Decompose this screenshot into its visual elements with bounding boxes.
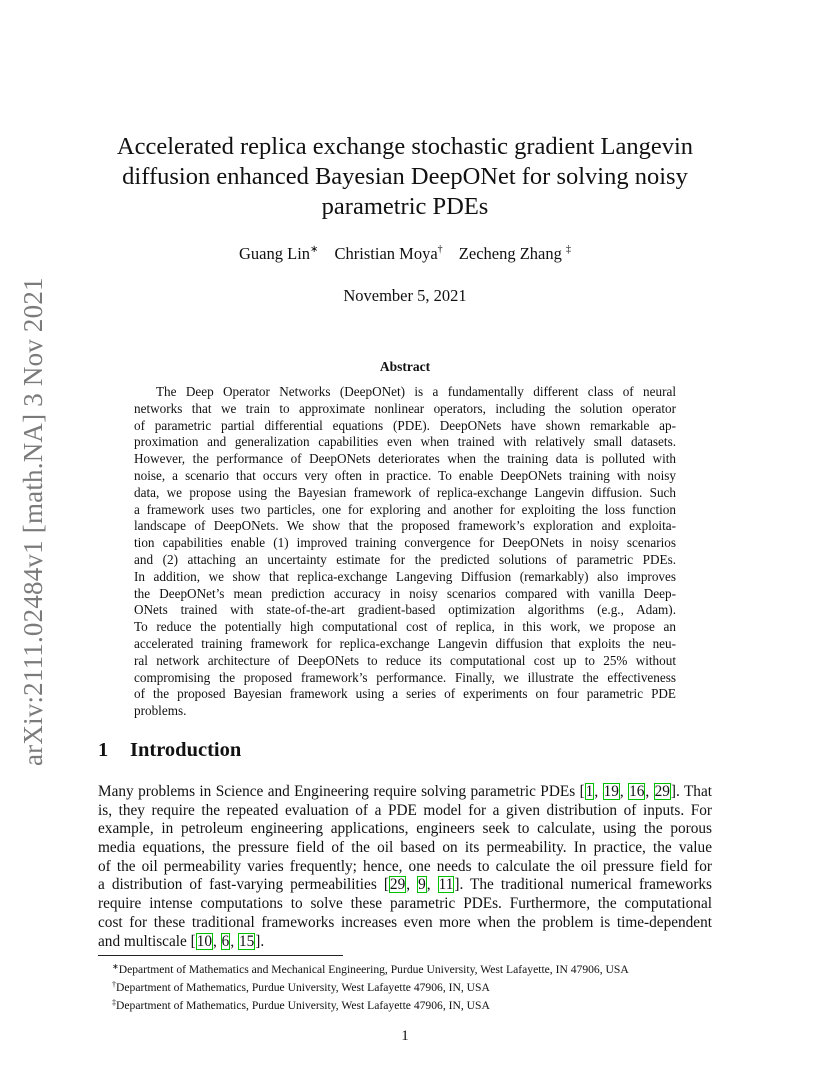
footnote-text: Department of Mathematics, Purdue University, West Lafayette 47906, IN, USA	[116, 999, 490, 1013]
text-run: example, in petroleum engineering applications, engineers seek to calculate, using the porous	[98, 820, 712, 838]
paragraph-line	[98, 895, 712, 914]
footnote-text: Department of Mathematics, Purdue University, West Lafayette 47906, IN, USA	[116, 981, 490, 995]
citation-link[interactable]: 16	[629, 783, 645, 800]
footnote-rule	[98, 955, 343, 956]
abstract-heading: Abstract	[379, 359, 431, 374]
abstract-line: ral network architecture of DeepONets to reduce its computational cost up to 25% without	[134, 652, 676, 668]
abstract-line: ONets trained with state-of-the-art gradient-based optimization algorithms (e.g., Adam).	[134, 602, 676, 618]
paragraph-line	[98, 876, 712, 895]
abstract-line: The Deep Operator Networks (DeepONet) is a fundamentally different class of neural	[156, 384, 676, 399]
citation-link[interactable]: 10	[196, 932, 212, 950]
text-run: ]. That	[670, 783, 712, 800]
abstract-line: noise, a scenario that occurs very often in practice. To enable DeepONets training with noisy	[134, 467, 676, 483]
paragraph-line	[98, 858, 712, 877]
footnote	[112, 959, 732, 977]
abstract-line: landscape of DeepONets. We show that the proposed framework’s exploration and exploita-	[134, 518, 676, 534]
text-run: a distribution of fast-varying permeabilities [	[98, 876, 389, 894]
author-name: Christian Moya	[334, 244, 438, 263]
abstract-line: accelerated training framework for replica-exchange Langevin diffusion that exploits the neu-	[134, 635, 676, 651]
text-run: ,	[230, 932, 238, 950]
text-run: of the oil permeability varies frequently; hence, one needs to calculate the oil pressure field for	[98, 857, 712, 875]
footnote-text: Department of Mathematics and Mechanical Engineering, Purdue University, West Lafayette, IN 47906, USA	[118, 963, 629, 976]
abstract-line: and (2) attaching an uncertainty estimate for the predicted solutions of parametric PDEs.	[134, 551, 676, 567]
abstract-body	[134, 384, 676, 720]
citation-link[interactable]: 15	[238, 932, 255, 950]
title-line: Accelerated replica exchange stochastic gradient Langevin	[116, 133, 694, 160]
text-run: ,	[213, 932, 221, 950]
text-run: Many problems in Science and Engineering require solving parametric PDEs [	[98, 783, 585, 800]
footnote-mark: †	[112, 980, 116, 990]
text-run: require intense computations to solve these parametric PDEs. Furthermore, the computational	[98, 895, 712, 913]
abstract-line: However, the performance of DeepONets deteriorates when the training data is polluted with	[134, 451, 676, 467]
author-mark: ∗	[310, 244, 319, 255]
text-run: ,	[406, 876, 418, 894]
text-run: ,	[426, 876, 438, 894]
abstract-line: problems.	[134, 703, 187, 719]
arxiv-stamp: arXiv:2111.02484v1 [math.NA] 3 Nov 2021	[18, 277, 48, 766]
footnote	[112, 995, 732, 1013]
title-line: parametric PDEs	[321, 193, 489, 220]
text-run: cost for these traditional frameworks increases even more when the problem is time-dependent	[98, 913, 712, 931]
author-name: Zecheng Zhang	[458, 244, 562, 263]
abstract-line: of the proposed Bayesian framework using a series of experiments on four parametric PDE	[134, 686, 676, 702]
title-line: diffusion enhanced Bayesian DeepONet for solving noisy	[122, 163, 688, 190]
abstract-line: a framework uses two particles, one for exploring and another for exploiting the loss function	[134, 501, 676, 517]
author	[459, 244, 571, 263]
paper-title	[110, 132, 700, 222]
paragraph-line	[98, 820, 712, 839]
abstract-line: proximation and generalization capabilities even when trained with relatively small datasets.	[134, 434, 676, 450]
text-run: media equations, the pressure field of the oil based on its permeability. In practice, the value	[98, 839, 712, 857]
section-heading	[98, 739, 718, 762]
footnotes	[112, 959, 732, 1014]
footnote-mark: ∗	[112, 962, 119, 971]
paragraph-line	[98, 933, 712, 952]
citation-link[interactable]: 1	[585, 783, 594, 800]
abstract-line: tion capabilities enable (1) improved training convergence for DeepONets in noisy scenarios	[134, 535, 676, 551]
citation-link[interactable]: 19	[603, 783, 619, 800]
footnote-mark: ‡	[112, 998, 116, 1008]
paper-date: November 5, 2021	[343, 286, 467, 305]
abstract-line: data, we propose using the Bayesian framework of replica-exchange Langevin diffusion. Such	[134, 484, 676, 500]
citation-link[interactable]: 9	[418, 876, 426, 894]
author-mark: †	[437, 244, 443, 255]
citation-link[interactable]: 29	[389, 876, 406, 894]
citation-link[interactable]: 11	[438, 876, 454, 894]
abstract-line: of parametric partial differential equations (PDE). DeepONets have shown remarkable ap-	[134, 417, 676, 433]
author-name: Guang Lin	[239, 244, 311, 263]
citation-link[interactable]: 29	[654, 783, 670, 800]
text-run: ,	[619, 783, 629, 800]
abstract-line: networks that we train to approximate nonlinear operators, including the solution operator	[134, 400, 676, 416]
section-number: 1	[98, 739, 109, 761]
author-list	[110, 244, 700, 264]
text-run: and multiscale [	[98, 932, 196, 950]
abstract-line: the DeepONet’s mean prediction accuracy in noisy scenarios compared with vanilla Deep-	[134, 585, 676, 601]
paragraph-line	[98, 783, 712, 802]
paragraph-line	[98, 839, 712, 858]
introduction-body	[98, 783, 712, 951]
text-run: ,	[594, 783, 603, 800]
text-run: ,	[645, 783, 654, 800]
text-run: is, they require the repeated evaluation of a PDE model for a given distribution of inputs. For	[98, 801, 712, 819]
citation-link[interactable]: 6	[221, 932, 230, 950]
text-run: ].	[255, 932, 265, 950]
page-number: 1	[401, 1028, 409, 1044]
author	[239, 244, 318, 263]
abstract-line: In addition, we show that replica-exchange Langeving Diffusion (remarkably) also improves	[134, 568, 676, 584]
footnote	[112, 977, 732, 995]
author	[335, 244, 443, 263]
text-run: ]. The traditional numerical frameworks	[454, 876, 712, 894]
paragraph-line	[98, 914, 712, 933]
abstract-line: compromising the proposed framework’s performance. Finally, we illustrate the effectiveness	[134, 669, 676, 685]
author-mark: ‡	[566, 244, 571, 255]
section-title: Introduction	[130, 739, 242, 761]
abstract-line: To reduce the potentially high computational cost of replica, in this work, we propose an	[134, 619, 676, 635]
paragraph-line	[98, 802, 712, 821]
